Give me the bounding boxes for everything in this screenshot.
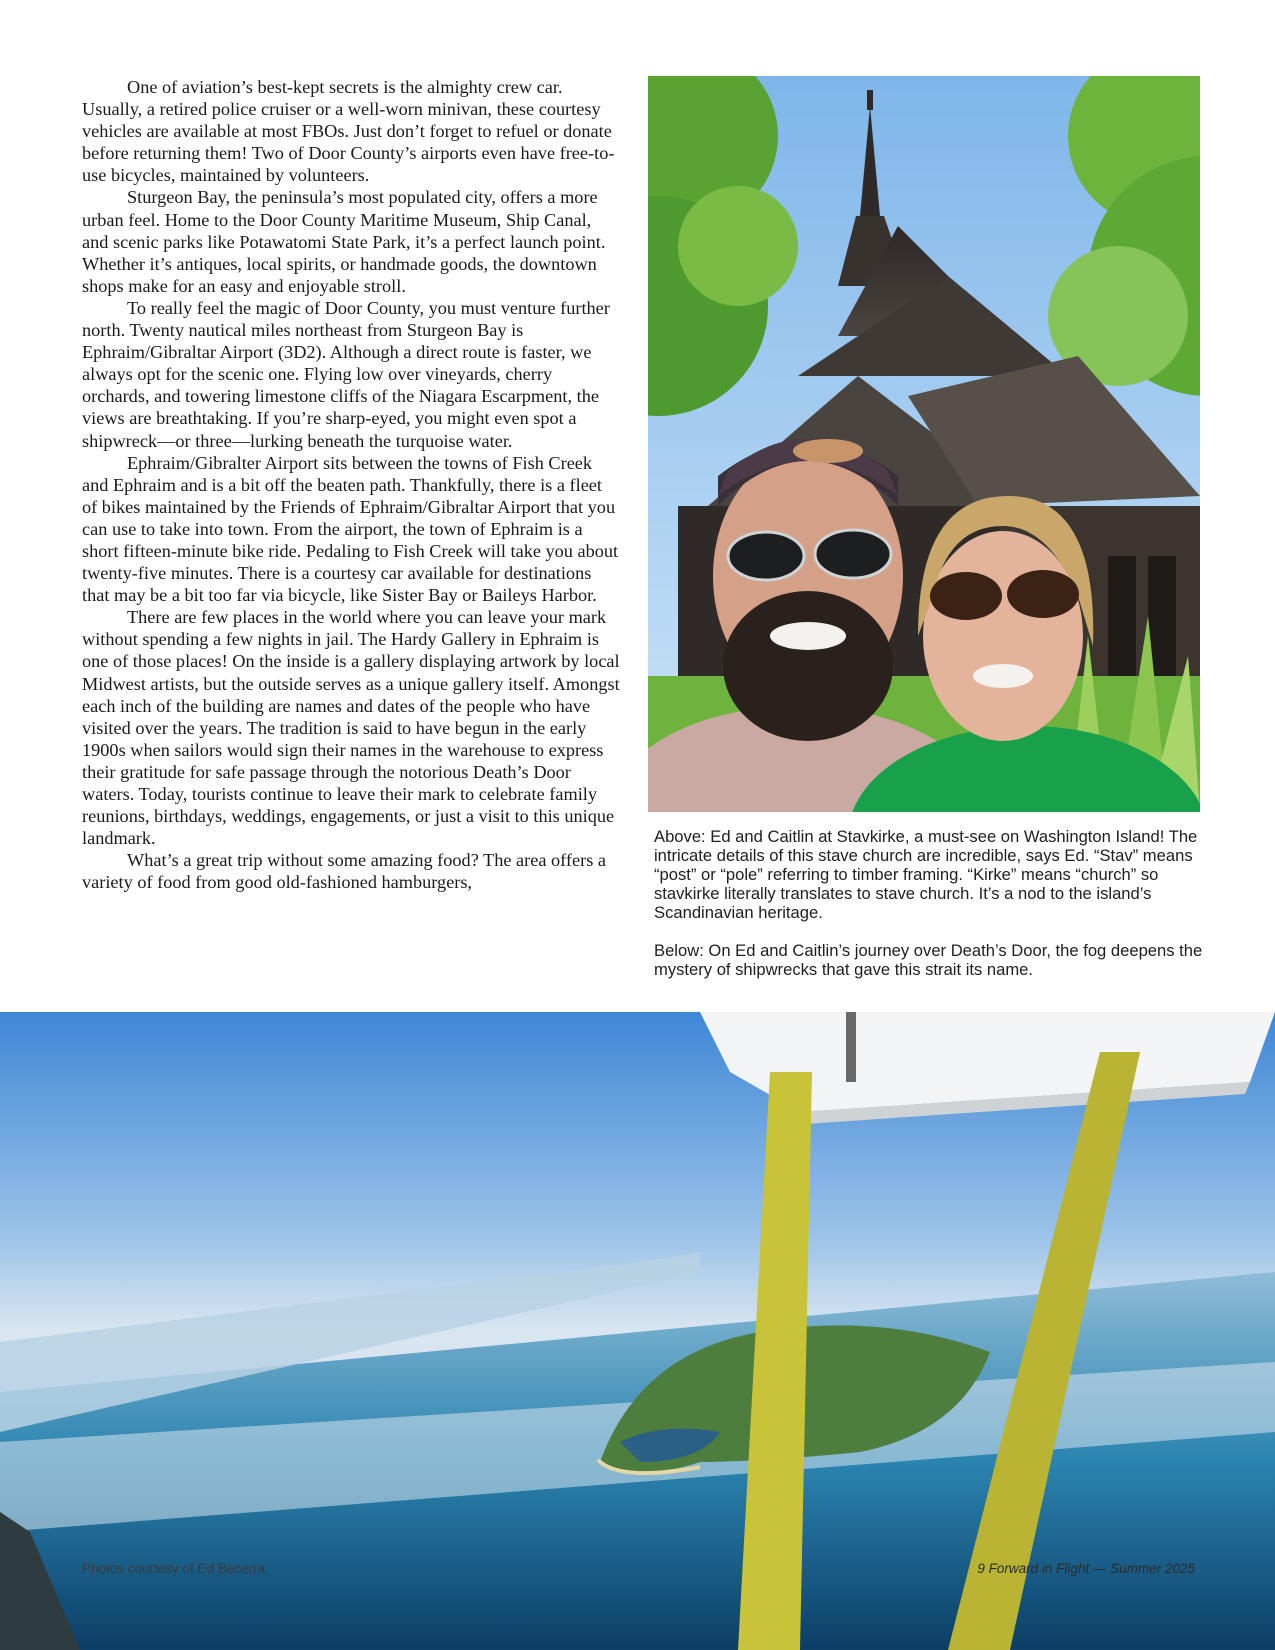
aerial-island-strut-photo-icon <box>0 1012 1275 1650</box>
page-folio: 9 Forward in Flight — Summer 2025 <box>977 1561 1195 1576</box>
selfie-stave-church-photo-icon <box>648 76 1200 812</box>
photo-captions <box>654 827 1214 979</box>
article-paragraph: Ephraim/Gibralter Airport sits between the towns of Fish Creek and Ephraim and is a bit off the beaten path. Thankfully, there is a fleet of bikes maintained by the Friends of Ephraim/Gibraltar Airport that you can use to take into town. From the airport, the town of Ephraim is a short fifteen-minute bike ride. Pedaling to Fish Creek will take you about twenty-five minutes. There is a courtesy car available for destinations that may be a bit too far via bicycle, like Sister Bay or Baileys Harbor. <box>82 452 619 606</box>
photo-credit: Photos courtesy of Ed Becerra <box>82 1561 266 1576</box>
article-paragraph: One of aviation’s best-kept secrets is the almighty crew car. Usually, a retired police cruiser or a well-worn minivan, these courtesy vehicles are available at most FBOs. Just don’t forget to refuel or donate before returning them! Two of Door County’s airports even have free-to-use bicycles, maintained by volunteers. <box>82 77 615 186</box>
article-paragraph: There are few places in the world where you can leave your mark without spending a few nights in jail. The Hardy Gallery in Ephraim is one of those places! On the inside is a gallery displaying artwork by local Midwest artists, but the outside serves as a unique gallery itself. Amongst each inch of the building are names and dates of the people who have visited over the years. The tradition is said to have begun in the early 1900s when sailors would sign their names in the warehouse to express their gratitude for safe passage through the notorious Death’s Door waters. Today, tourists continue to leave their mark to celebrate family reunions, birthdays, weddings, engagements, or just a visit to this unique landmark. <box>82 607 620 849</box>
article-paragraph: To really feel the magic of Door County, you must venture further north. Twenty nautical miles northeast from Sturgeon Bay is Ephraim/Gibraltar Airport (3D2). Although a direct route is faster, we always opt for the scenic one. Flying low over vineyards, cherry orchards, and towering limestone cliffs of the Niagara Escarpment, the views are breathtaking. If you’re sharp-eyed, you might even spot a shipwreck—or three—lurking beneath the turquoise water. <box>82 297 610 451</box>
aerial-photo <box>0 1012 1275 1650</box>
caption-below: Below: On Ed and Caitlin’s journey over Death’s Door, the fog deepens the mystery of shipwrecks that gave this strait its name. <box>654 941 1203 979</box>
caption-above: Above: Ed and Caitlin at Stavkirke, a must-see on Washington Island! The intricate details of this stave church are incredible, says Ed. “Stav” means “post” or “pole” referring to timber framing. “Kirke” means “church” so stavkirke literally translates to stave church. It’s a nod to the island’s Scandinavian heritage. <box>654 827 1198 922</box>
article-paragraph: Sturgeon Bay, the peninsula’s most populated city, offers a more urban feel. Home to the Door County Maritime Museum, Ship Canal, and scenic parks like Potawatomi State Park, it’s a perfect launch point. Whether it’s antiques, local spirits, or handmade goods, the downtown shops make for an easy and enjoyable stroll. <box>82 187 606 296</box>
stave-church-photo <box>648 76 1200 812</box>
article-paragraph: What’s a great trip without some amazing food? The area offers a variety of food from good old-fashioned hamburgers, <box>82 850 607 893</box>
article-body <box>82 76 620 893</box>
